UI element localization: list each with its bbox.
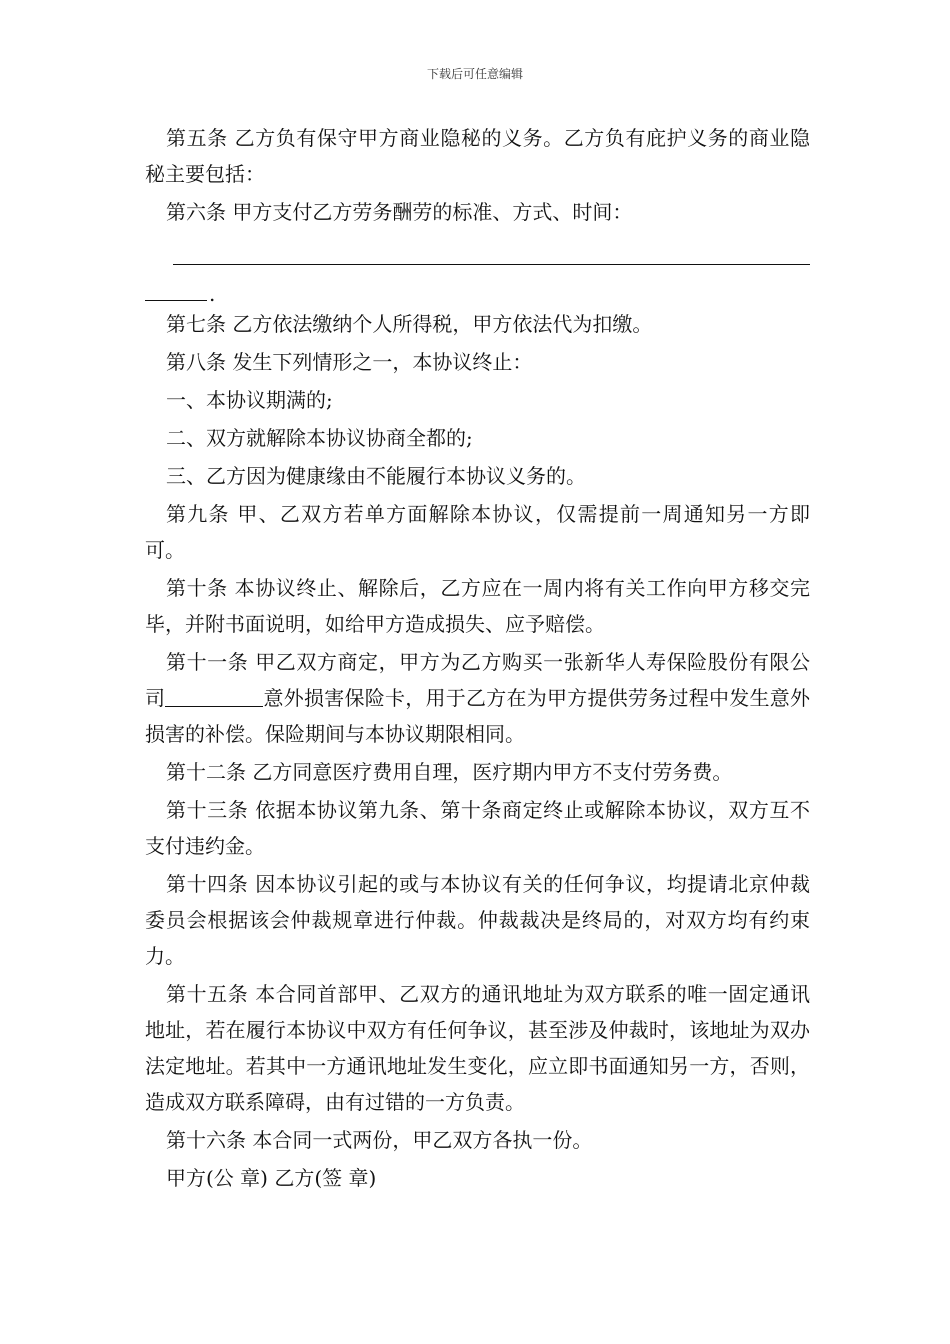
fill-blank: [165, 686, 263, 707]
clause-11-part-b: 意外损害保险卡，用于乙方在为甲方提供劳务过程中发生意外损害的补偿。保险期间与本协议期限相同。: [145, 686, 810, 746]
clause-11: [145, 644, 810, 752]
clause-5: 第五条 乙方负有保守甲方商业隐秘的义务。乙方负有庇护义务的商业隐秘主要包括：: [145, 126, 810, 186]
signature-line: 甲方(公 章) 乙方(签 章): [166, 1166, 377, 1190]
clause-14: 第十四条 因本协议引起的或与本协议有关的任何争议，均提请北京仲裁委员会根据该会仲裁规章进行仲裁。仲裁裁决是终局的，对双方均有约束力。: [145, 872, 810, 968]
clause-6-end-mark: .: [209, 282, 216, 306]
clause-8-item-3: 三、乙方因为健康缘由不能履行本协议义务的。: [166, 464, 586, 488]
clause-8: 第八条 发生下列情形之一，本协议终止：: [166, 350, 533, 374]
document-body: [145, 120, 810, 1196]
clause-8-item-1: 一、本协议期满的;: [166, 388, 333, 412]
clause-9: 第九条 甲、乙双方若单方面解除本协议，仅需提前一周通知另一方即可。: [145, 502, 810, 562]
clause-15: 第十五条 本合同首部甲、乙双方的通讯地址为双方联系的唯一固定通讯地址，若在履行本协议中双方有任何争议，甚至涉及仲裁时，该地址为双办法定地址。若其中一方通讯地址发生变化，应立即书面通知另一方，否则，造成双方联系障碍，由有过错的一方负责。: [145, 982, 810, 1114]
fill-line: [145, 300, 207, 301]
fill-line: [173, 264, 810, 265]
clause-11-part-a: 第十一条 甲乙双方商定，甲方为乙方购买一张新华人寿保险股份有限公司: [145, 650, 810, 710]
clause-12: 第十二条 乙方同意医疗费用自理，医疗期内甲方不支付劳务费。: [166, 760, 733, 784]
page-header: 下载后可任意编辑: [426, 67, 523, 81]
clause-8-item-2: 二、双方就解除本协议协商全都的;: [166, 426, 473, 450]
clause-7: 第七条 乙方依法缴纳个人所得税，甲方依法代为扣缴。: [166, 312, 653, 336]
clause-6: 第六条 甲方支付乙方劳务酬劳的标准、方式、时间：: [166, 200, 633, 224]
clause-6-fill-area: [145, 232, 810, 304]
clause-13: 第十三条 依据本协议第九条、第十条商定终止或解除本协议，双方互不支付违约金。: [145, 798, 810, 858]
clause-10: 第十条 本协议终止、解除后，乙方应在一周内将有关工作向甲方移交完毕，并附书面说明，如给甲方造成损失、应予赔偿。: [145, 576, 810, 636]
clause-16: 第十六条 本合同一式两份，甲乙双方各执一份。: [166, 1128, 593, 1152]
